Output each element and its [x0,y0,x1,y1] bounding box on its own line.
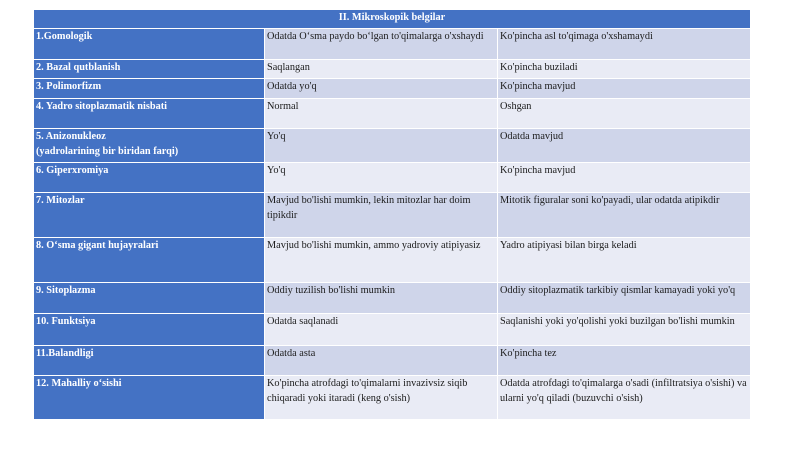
row-label: 3. Polimorfizm [34,78,265,98]
malignant-cell: Ko'pincha mavjud [498,162,751,192]
row-label-note: (yadrolarining bir biridan farqi) [36,145,179,157]
row-label: 6. Giperxromiya [34,162,265,192]
benign-cell: Odatda yo'q [265,78,498,98]
table-row [34,192,751,237]
table-row [34,282,751,313]
table-title: II. Mikroskopik belgilar [34,10,751,29]
benign-cell: Yo'q [265,162,498,192]
row-label: 4. Yadro sitoplazmatik nisbati [34,98,265,128]
benign-cell: Odatda asta [265,345,498,375]
benign-cell: Ko'pincha atrofdagi to'qimalarni invazivsiz siqib chiqaradi yoki itaradi (keng o'sish) [265,375,498,419]
row-label: 7. Mitozlar [34,192,265,237]
table-row [34,128,751,162]
row-label-main: 5. Anizonukleoz [36,130,106,142]
benign-cell: Normal [265,98,498,128]
table-row [34,28,751,59]
row-label: 9. Sitoplazma [34,282,265,313]
table-row [34,162,751,192]
row-label: 1.Gomologik [34,28,265,59]
row-label: 2. Bazal qutblanish [34,59,265,78]
malignant-cell: Mitotik figuralar soni ko'payadi, ular odatda atipikdir [498,192,751,237]
table-row [34,237,751,282]
malignant-cell: Ko'pincha asl to'qimaga o'xshamaydi [498,28,751,59]
malignant-cell: Ko'pincha tez [498,345,751,375]
benign-cell: Odatda O‘sma paydo bo‘lgan to'qimalarga o'xshaydi [265,28,498,59]
row-label [34,128,265,162]
malignant-cell: Ko'pincha mavjud [498,78,751,98]
row-label: 11.Balandligi [34,345,265,375]
table-row [34,98,751,128]
malignant-cell: Saqlanishi yoki yo'qolishi yoki buzilgan bo'lishi mumkin [498,313,751,345]
table-row [34,375,751,419]
malignant-cell: Odatda atrofdagi to'qimalarga o'sadi (infiltratsiya o'sishi) va ularni yo'q qiladi (buzuvchi o'sish) [498,375,751,419]
row-label: 8. O‘sma gigant hujayralari [34,237,265,282]
table-row [34,313,751,345]
table-row [34,345,751,375]
benign-cell: Oddiy tuzilish bo'lishi mumkin [265,282,498,313]
malignant-cell: Ko'pincha buziladi [498,59,751,78]
malignant-cell: Oshgan [498,98,751,128]
table-row [34,78,751,98]
benign-cell: Saqlangan [265,59,498,78]
malignant-cell: Oddiy sitoplazmatik tarkibiy qismlar kamayadi yoki yo'q [498,282,751,313]
malignant-cell: Odatda mavjud [498,128,751,162]
benign-cell: Mavjud bo'lishi mumkin, ammo yadroviy atipiyasiz [265,237,498,282]
benign-cell: Mavjud bo'lishi mumkin, lekin mitozlar har doim tipikdir [265,192,498,237]
malignant-cell: Yadro atipiyasi bilan birga keladi [498,237,751,282]
table-header-row [34,10,751,29]
row-label: 12. Mahalliy o‘sishi [34,375,265,419]
row-label: 10. Funktsiya [34,313,265,345]
benign-cell: Yo'q [265,128,498,162]
microscopic-features-table [33,9,751,420]
table-row [34,59,751,78]
benign-cell: Odatda saqlanadi [265,313,498,345]
